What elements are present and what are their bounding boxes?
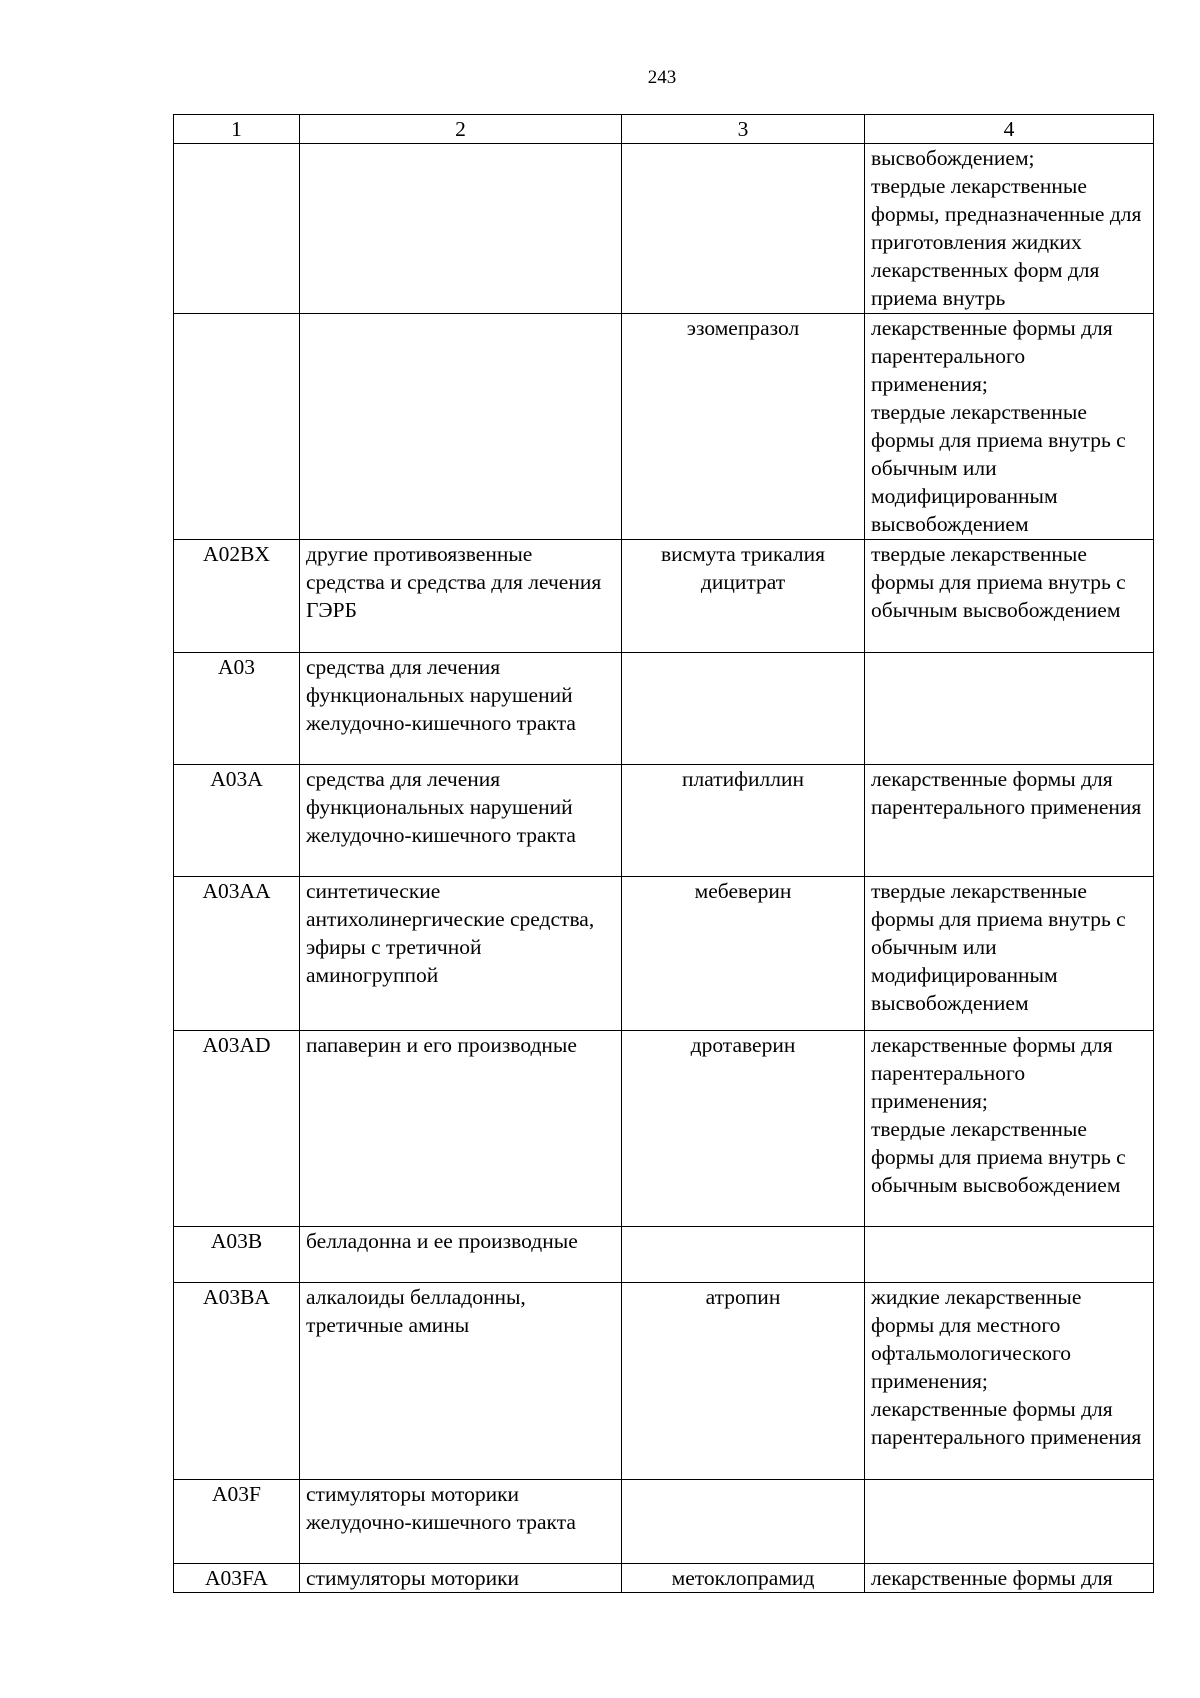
drug-cell: эзомепразол bbox=[622, 314, 865, 540]
drug-cell: атропин bbox=[622, 1283, 865, 1480]
drug-cell bbox=[622, 1480, 865, 1564]
table-row bbox=[174, 1031, 1154, 1227]
dosage-form-cell bbox=[865, 653, 1154, 765]
group-cell bbox=[300, 144, 622, 314]
column-header-3: 3 bbox=[622, 115, 865, 144]
group-cell: стимуляторы моторики желудочно-кишечного тракта bbox=[300, 1480, 622, 1564]
column-header-4: 4 bbox=[865, 115, 1154, 144]
code-cell: A03FA bbox=[174, 1564, 300, 1593]
code-cell: A03AD bbox=[174, 1031, 300, 1227]
dosage-form-cell bbox=[865, 1227, 1154, 1283]
table-row bbox=[174, 1564, 1154, 1593]
table-row bbox=[174, 144, 1154, 314]
table-row bbox=[174, 1283, 1154, 1480]
group-cell: синтетические антихолинергические средства, эфиры с третичной аминогруппой bbox=[300, 877, 622, 1031]
drug-table bbox=[173, 114, 1154, 1593]
code-cell: A03F bbox=[174, 1480, 300, 1564]
code-cell bbox=[174, 314, 300, 540]
table-row bbox=[174, 1480, 1154, 1564]
group-cell: другие противоязвенные средства и средства для лечения ГЭРБ bbox=[300, 540, 622, 653]
group-cell bbox=[300, 314, 622, 540]
dosage-form-cell: твердые лекарственные формы для приема внутрь с обычным или модифицированным высвобождением bbox=[865, 877, 1154, 1031]
column-header-1: 1 bbox=[174, 115, 300, 144]
group-cell: стимуляторы моторики bbox=[300, 1564, 622, 1593]
dosage-form-cell: высвобождением; твердые лекарственные формы, предназначенные для приготовления жидких лекарственных форм для приема внутрь bbox=[865, 144, 1154, 314]
dosage-form-cell: лекарственные формы для bbox=[865, 1564, 1154, 1593]
group-cell: папаверин и его производные bbox=[300, 1031, 622, 1227]
table-row bbox=[174, 314, 1154, 540]
table-row bbox=[174, 877, 1154, 1031]
dosage-form-cell bbox=[865, 1480, 1154, 1564]
code-cell bbox=[174, 144, 300, 314]
code-cell: A03A bbox=[174, 765, 300, 877]
dosage-form-cell: твердые лекарственные формы для приема внутрь с обычным высвобождением bbox=[865, 540, 1154, 653]
table-header-row bbox=[174, 115, 1154, 144]
dosage-form-cell: лекарственные формы для парентерального применения bbox=[865, 765, 1154, 877]
group-cell: средства для лечения функциональных нарушений желудочно-кишечного тракта bbox=[300, 765, 622, 877]
table-row bbox=[174, 765, 1154, 877]
table-body bbox=[174, 115, 1154, 1593]
column-header-2: 2 bbox=[300, 115, 622, 144]
table-row bbox=[174, 653, 1154, 765]
drug-cell: метоклопрамид bbox=[622, 1564, 865, 1593]
drug-cell: мебеверин bbox=[622, 877, 865, 1031]
dosage-form-cell: лекарственные формы для парентерального применения; твердые лекарственные формы для приема внутрь с обычным или модифицированным высвобождением bbox=[865, 314, 1154, 540]
drug-cell: платифиллин bbox=[622, 765, 865, 877]
group-cell: алкалоиды белладонны, третичные амины bbox=[300, 1283, 622, 1480]
group-cell: средства для лечения функциональных нарушений желудочно-кишечного тракта bbox=[300, 653, 622, 765]
page-number: 243 bbox=[647, 67, 677, 88]
code-cell: A03B bbox=[174, 1227, 300, 1283]
drug-cell bbox=[622, 1227, 865, 1283]
code-cell: A03 bbox=[174, 653, 300, 765]
drug-cell: висмута трикалия дицитрат bbox=[622, 540, 865, 653]
code-cell: A02BX bbox=[174, 540, 300, 653]
dosage-form-cell: жидкие лекарственные формы для местного офтальмологического применения; лекарственные формы для парентерального применения bbox=[865, 1283, 1154, 1480]
drug-cell bbox=[622, 653, 865, 765]
drug-cell bbox=[622, 144, 865, 314]
code-cell: A03BA bbox=[174, 1283, 300, 1480]
group-cell: белладонна и ее производные bbox=[300, 1227, 622, 1283]
dosage-form-cell: лекарственные формы для парентерального применения; твердые лекарственные формы для приема внутрь с обычным высвобождением bbox=[865, 1031, 1154, 1227]
table-row bbox=[174, 540, 1154, 653]
code-cell: A03AA bbox=[174, 877, 300, 1031]
drug-cell: дротаверин bbox=[622, 1031, 865, 1227]
table-row bbox=[174, 1227, 1154, 1283]
